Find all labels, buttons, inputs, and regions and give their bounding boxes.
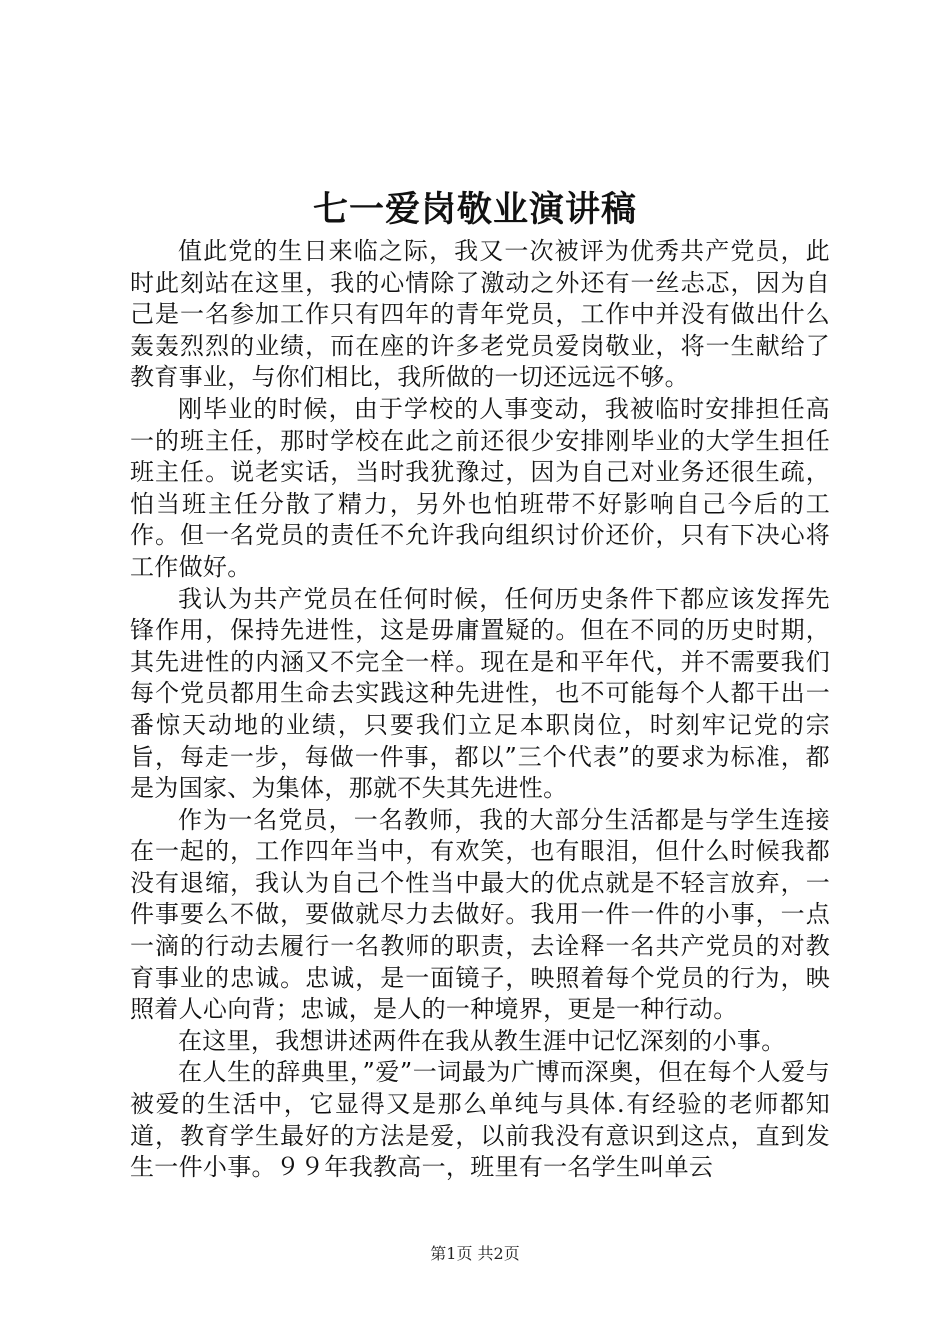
paragraph: 在这里，我想讲述两件在我从教生涯中记忆深刻的小事。 — [178, 1026, 786, 1055]
document-title: 七一爱岗敬业演讲稿 — [312, 189, 637, 230]
paragraph: 作为一名党员，一名教师，我的大部分生活都是与学生连接在一起的，工作四年当中，有欢笑，也有眼泪，但什么时候我都没有退缩，我认为自己个性当中最大的优点就是不轻言放弃，一件事要么不做，要做就尽力去做好。我用一件一件的小事，一点一滴的行动去履行一名教师的职责，去诠释一名共产党员的对教育事业的忠诚。忠诚，是一面镜子，映照着每个党员的行为，映照着人心向背；忠诚，是人的一种境界，更是一种行动。 — [130, 805, 830, 1024]
paragraph: 在人生的辞典里，”爱”一词最为广博而深奥，但在每个人爱与被爱的生活中，它显得又是那么单纯与具体.有经验的老师都知道，教育学生最好的方法是爱，以前我没有意识到这点，直到发生一件小事。９９年我教高一，班里有一名学生叫单云 — [130, 1058, 830, 1182]
paragraph: 刚毕业的时候，由于学校的人事变动，我被临时安排担任高一的班主任，那时学校在此之前还很少安排刚毕业的大学生担任班主任。说老实话，当时我犹豫过，因为自己对业务还很生疏，怕当班主任分散了精力，另外也怕班带不好影响自己今后的工作。但一名党员的责任不允许我向组织讨价还价，只有下决心将工作做好。 — [130, 394, 830, 581]
paragraph: 值此党的生日来临之际，我又一次被评为优秀共产党员，此时此刻站在这里，我的心情除了激动之外还有一丝忐忑，因为自己是一名参加工作只有四年的青年党员，工作中并没有做出什么轰轰烈烈的业绩，而在座的许多老党员爱岗敬业，将一生献给了教育事业，与你们相比，我所做的一切还远远不够。 — [130, 237, 830, 392]
document-body — [130, 236, 830, 1184]
paragraph: 我认为共产党员在任何时候，任何历史条件下都应该发挥先锋作用，保持先进性，这是毋庸置疑的。但在不同的历史时期，其先进性的内涵又不完全一样。现在是和平年代，并不需要我们每个党员都用生命去实践这种先进性，也不可能每个人都干出一番惊天动地的业绩，只要我们立足本职岗位，时刻牢记党的宗旨，每走一步，每做一件事，都以”三个代表”的要求为标准，都是为国家、为集体，那就不失其先进性。 — [130, 584, 830, 803]
page-number-footer: 第1页 共2页 — [430, 1244, 520, 1263]
